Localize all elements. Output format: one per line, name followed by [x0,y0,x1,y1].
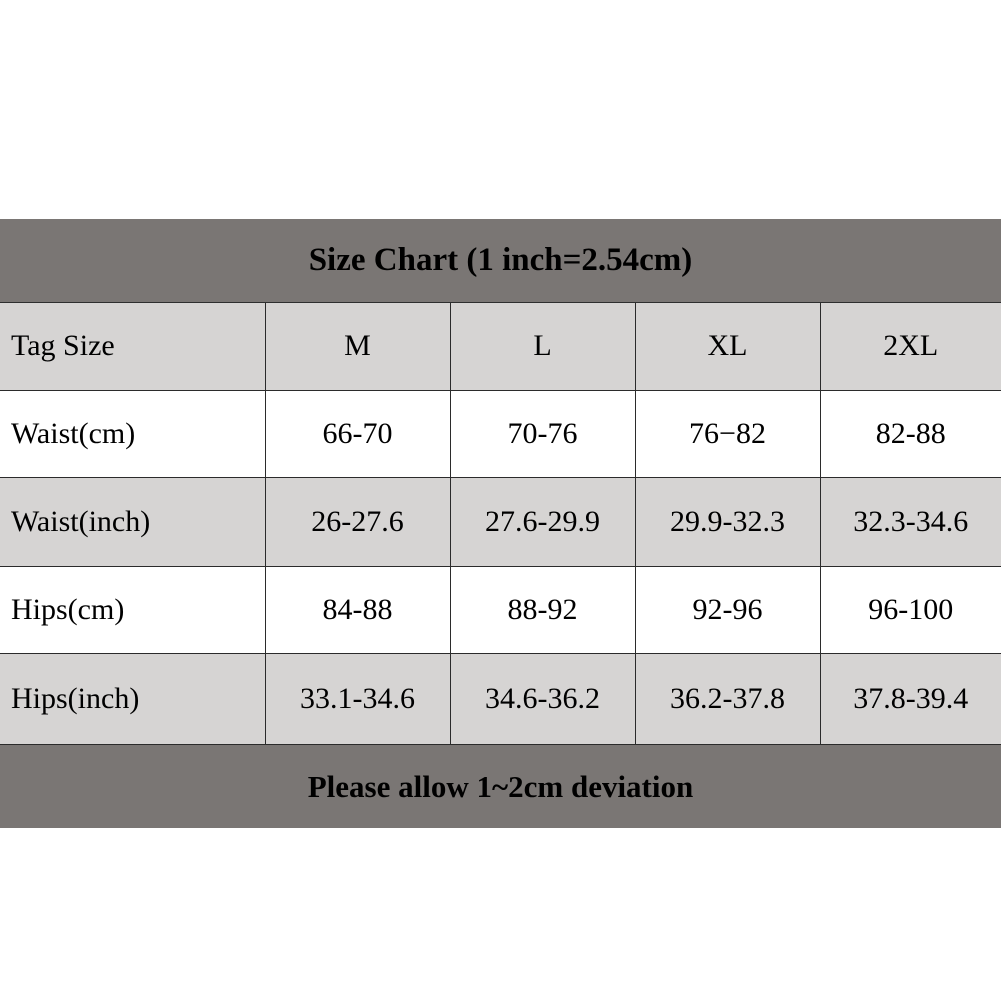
table-cell: 88-92 [450,566,635,653]
size-header-l: L [450,303,635,390]
table-cell: 29.9-32.3 [635,477,820,566]
row-label: Waist(inch) [0,477,265,566]
table-cell: 26-27.6 [265,477,450,566]
size-header-xl: XL [635,303,820,390]
table-cell: 32.3-34.6 [820,477,1001,566]
table-cell: 34.6-36.2 [450,653,635,744]
table-cell: 70-76 [450,390,635,477]
row-label: Hips(inch) [0,653,265,744]
deviation-note: Please allow 1~2cm deviation [0,744,1001,828]
size-header-m: M [265,303,450,390]
row-label: Hips(cm) [0,566,265,653]
table-row [0,653,1001,744]
size-header-2xl: 2XL [820,303,1001,390]
table-cell: 76−82 [635,390,820,477]
tag-size-label: Tag Size [0,303,265,390]
size-table [0,303,1001,744]
table-row [0,390,1001,477]
table-row [0,477,1001,566]
table-cell: 27.6-29.9 [450,477,635,566]
table-cell: 84-88 [265,566,450,653]
table-cell: 33.1-34.6 [265,653,450,744]
table-header-row [0,303,1001,390]
table-cell: 96-100 [820,566,1001,653]
table-cell: 92-96 [635,566,820,653]
size-chart-title: Size Chart (1 inch=2.54cm) [0,219,1001,303]
size-chart [0,219,1001,828]
table-cell: 66-70 [265,390,450,477]
row-label: Waist(cm) [0,390,265,477]
table-cell: 36.2-37.8 [635,653,820,744]
table-row [0,566,1001,653]
table-cell: 82-88 [820,390,1001,477]
table-cell: 37.8-39.4 [820,653,1001,744]
